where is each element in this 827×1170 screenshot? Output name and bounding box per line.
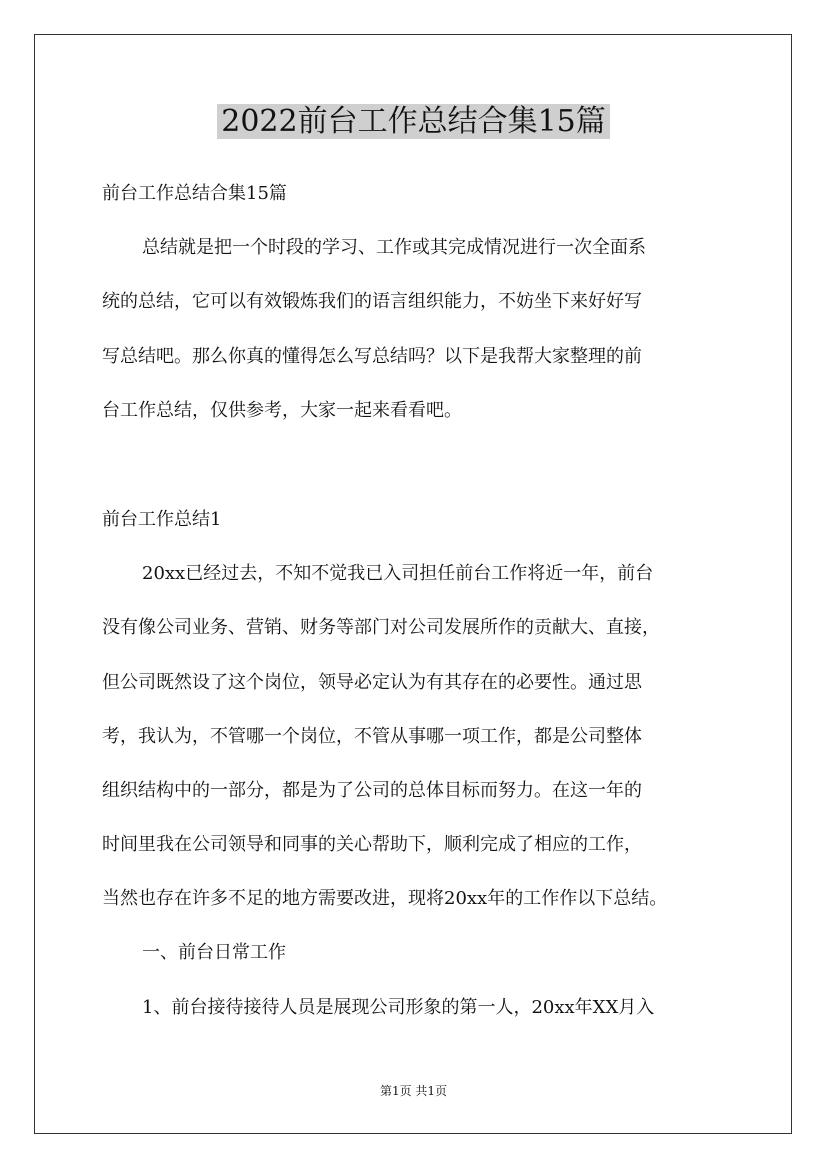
paragraph-line: 当然也存在许多不足的地方需要改进，现将20xx年的工作作以下总结。 [102, 888, 668, 909]
paragraph-line: 考，我认为，不管哪一个岗位，不管从事哪一项工作，都是公司整体 [102, 726, 642, 747]
document-title [0, 102, 827, 142]
paragraph-line: 时间里我在公司领导和同事的关心帮助下，顺利完成了相应的工作， [102, 834, 642, 855]
subtitle-line: 前台工作总结合集15篇 [102, 183, 287, 204]
paragraph-line: 没有像公司业务、营销、财务等部门对公司发展所作的贡献大、直接， [102, 617, 660, 638]
paragraph-line: 但公司既然设了这个岗位，领导必定认为有其存在的必要性。通过思 [102, 672, 642, 693]
paragraph-line: 总结就是把一个时段的学习、工作或其完成情况进行一次全面系 [142, 237, 646, 258]
paragraph-line: 统的总结，它可以有效锻炼我们的语言组织能力，不妨坐下来好好写 [102, 291, 642, 312]
paragraph-line: 20xx已经过去，不知不觉我已入司担任前台工作将近一年，前台 [142, 563, 654, 584]
page-footer: 第1页 共1页 [379, 1084, 448, 1098]
subsection-heading: 一、前台日常工作 [142, 942, 286, 963]
section-heading: 前台工作总结1 [102, 509, 222, 530]
document-title-text: 2022前台工作总结合集15篇 [217, 104, 610, 139]
paragraph-line: 写总结吧。那么你真的懂得怎么写总结吗？以下是我帮大家整理的前 [102, 346, 642, 367]
paragraph-line: 1、前台接待接待人员是展现公司形象的第一人，20xx年XX月入 [142, 997, 655, 1018]
paragraph-line: 台工作总结，仅供参考，大家一起来看看吧。 [102, 400, 462, 421]
paragraph-line: 组织结构中的一部分，都是为了公司的总体目标而努力。在这一年的 [102, 780, 642, 801]
